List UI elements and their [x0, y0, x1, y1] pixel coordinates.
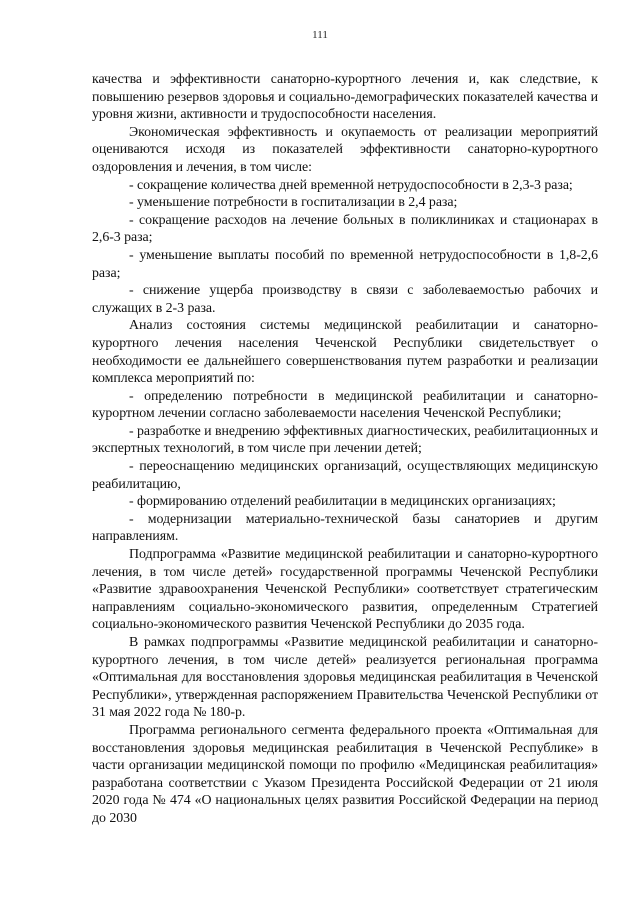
paragraph: Подпрограмма «Развитие медицинской реабилитации и санаторно-курортного лечения, в том числе детей» государственной программы Чеченской Республики «Развитие здравоохранения Чеченской Республики» соответствует стратегическим направлениям социально-экономического развития, определенным Стратегией социально-экономического развития Чеченской Республики до 2035 года. — [92, 547, 598, 633]
paragraph: - сокращение расходов на лечение больных в поликлиниках и стационарах в 2,6-3 раза; — [92, 212, 598, 246]
document-body — [92, 71, 598, 828]
paragraph: качества и эффективности санаторно-курортного лечения и, как следствие, к повышению резервов здоровья и социально-демографических показателей качества и уровня жизни, активности и трудоспособности населения. — [92, 72, 598, 123]
paragraph: - уменьшение выплаты пособий по временной нетрудоспособности в 1,8-2,6 раза; — [92, 247, 598, 281]
paragraph: - переоснащению медицинских организаций, осуществляющих медицинскую реабилитацию, — [92, 459, 598, 492]
paragraph: - снижение ущерба производству в связи с заболеваемостью рабочих и служащих в 2-3 раза. — [92, 283, 598, 316]
paragraph: Экономическая эффективность и окупаемость от реализации мероприятий оцениваются исходя из показателей эффективности санаторно-курортного оздоровления и лечения, в том числе: — [92, 124, 598, 175]
paragraph: - сокращение количества дней временной нетрудоспособности в 2,3-3 раза; — [129, 177, 573, 193]
paragraph: - определению потребности в медицинской реабилитации и санаторно-курортном лечении согласно заболеваемости населения Чеченской Республики; — [92, 388, 598, 422]
paragraph: В рамках подпрограммы «Развитие медицинской реабилитации и санаторно-курортного лечения, в том числе детей» реализуется региональная программа «Оптимальная для восстановления здоровья медицинская реабилитация в Чеченской Республики», утвержденная распоряжением Правительства Чеченской Республики от 31 мая 2022 года № 180-р. — [92, 635, 598, 721]
paragraph: Программа регионального сегмента федерального проекта «Оптимальная для восстановления здоровья медицинская реабилитация в Чеченской Республике» в части организации медицинской помощи по профилю «Медицинская реабилитация» разработана соответствии с Указом Президента Российской Федерации от 21 июля 2020 года № 474 «О национальных целях развития Российской Федерации на период до 2030 — [92, 722, 598, 826]
page-number: 111 — [312, 29, 328, 41]
paragraph: - формированию отделений реабилитации в медицинских организациях; — [129, 494, 556, 510]
paragraph: - уменьшение потребности в госпитализации в 2,4 раза; — [129, 195, 458, 211]
paragraph: - модернизации материально-технической базы санаториев и другим направлениям. — [92, 511, 598, 545]
paragraph: Анализ состояния системы медицинской реабилитации и санаторно-курортного лечения населения Чеченской Республики свидетельствует о необходимости ее дальнейшего совершенствования путем разработки и реализации комплекса мероприятий по: — [92, 318, 598, 387]
paragraph: - разработке и внедрению эффективных диагностических, реабилитационных и экспертных технологий, в том числе при лечении детей; — [92, 423, 598, 457]
